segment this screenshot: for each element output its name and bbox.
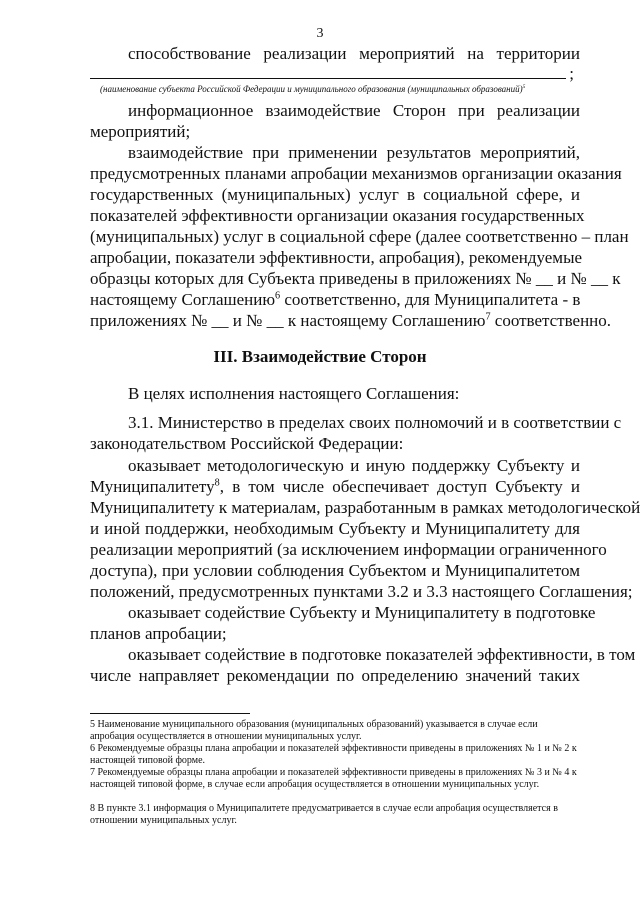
blank-underline <box>90 78 566 79</box>
text-line: апробации, показатели эффективности, апробация), рекомендуемые <box>90 248 583 267</box>
text-line: информационное взаимодействие Сторон при реализации <box>128 101 580 120</box>
text-line: взаимодействие при применении результатов мероприятий, <box>128 143 580 162</box>
blank-caption: (наименование субъекта Российской Федерации и муниципального образования (муниципальных образований)$^5$ <box>100 84 526 94</box>
text-line: образцы которых для Субъекта приведены в приложениях № __ и № __ к <box>90 269 621 288</box>
text-line: Муниципалитету к материалам, разработанным в рамках методологической <box>90 498 640 517</box>
footnote-ref: 8 <box>214 477 220 489</box>
text-line: оказывает содействие Субъекту и Муниципалитету в подготовке <box>128 603 596 622</box>
section-heading: III. Взаимодействие Сторон <box>213 347 427 366</box>
page-number: 3 <box>316 26 324 41</box>
footnote-ref: 6 <box>275 290 281 302</box>
semicolon: ; <box>569 64 574 83</box>
footnote-ref: 7 <box>485 311 491 323</box>
text-line: числе направляет рекомендации по определению значений таких <box>90 666 580 685</box>
fill-in-blank-row <box>90 64 580 84</box>
text-line: В целях исполнения настоящего Соглашения: <box>128 384 460 403</box>
text-line: предусмотренных планами апробации механизмов организации оказания <box>90 164 622 183</box>
text-line: приложениях № __ и № __ к настоящему Соглашению$^7$ соответственно. <box>90 311 612 330</box>
text-line: оказывает методологическую и иную поддержку Субъекту и <box>128 456 580 475</box>
footnote-5: 5 Наименование муниципального образования (муниципальных образований) указывается в случае если апробация осуществляется в отношении муниципальных услуг. <box>90 719 538 742</box>
text-line: доступа), при условии соблюдения Субъектом и Муниципалитетом <box>90 561 580 580</box>
text-line: Муниципалитету$^8$, в том числе обеспечивает доступ Субъекту и <box>90 477 580 496</box>
text-line: планов апробации; <box>90 624 227 643</box>
text-line: способствование реализации мероприятий на территории <box>128 44 580 63</box>
text-line: (муниципальных) услуг в социальной сфере (далее соответственно – план <box>90 227 629 246</box>
text-line: настоящему Соглашению$^6$ соответственно, для Муниципалитета - в <box>90 290 581 309</box>
text-line: мероприятий; <box>90 122 191 141</box>
footnote-6: 6 Рекомендуемые образцы плана апробации и показателей эффективности приведены в приложениях № 1 и № 2 к настоящей типовой форме. <box>90 743 577 766</box>
text-line: оказывает содействие в подготовке показателей эффективности, в том <box>128 645 636 664</box>
text-line: и иной поддержки, необходимым Субъекту и Муниципалитету для <box>90 519 580 538</box>
text-line: государственных (муниципальных) услуг в социальной сфере, и <box>90 185 580 204</box>
text-line: положений, предусмотренных пунктами 3.2 и 3.3 настоящего Соглашения; <box>90 582 633 601</box>
footnote-separator <box>90 713 250 714</box>
text-line: показателей эффективности организации оказания государственных <box>90 206 585 225</box>
text-line: реализации мероприятий (за исключением информации ограниченного <box>90 540 607 559</box>
footnote-8: 8 В пункте 3.1 информация о Муниципалитете предусматривается в случае если апробация осуществляется в отношении муниципальных услуг. <box>90 803 558 826</box>
text-line: законодательством Российской Федерации: <box>90 434 404 453</box>
footnote-7: 7 Рекомендуемые образцы плана апробации и показателей эффективности приведены в приложениях № 3 и № 4 к настоящей типовой форме, в случае если апробация осуществляется в отношении муниципальных услуг. <box>90 767 577 790</box>
text-line: 3.1. Министерство в пределах своих полномочий и в соответствии с <box>128 413 622 432</box>
